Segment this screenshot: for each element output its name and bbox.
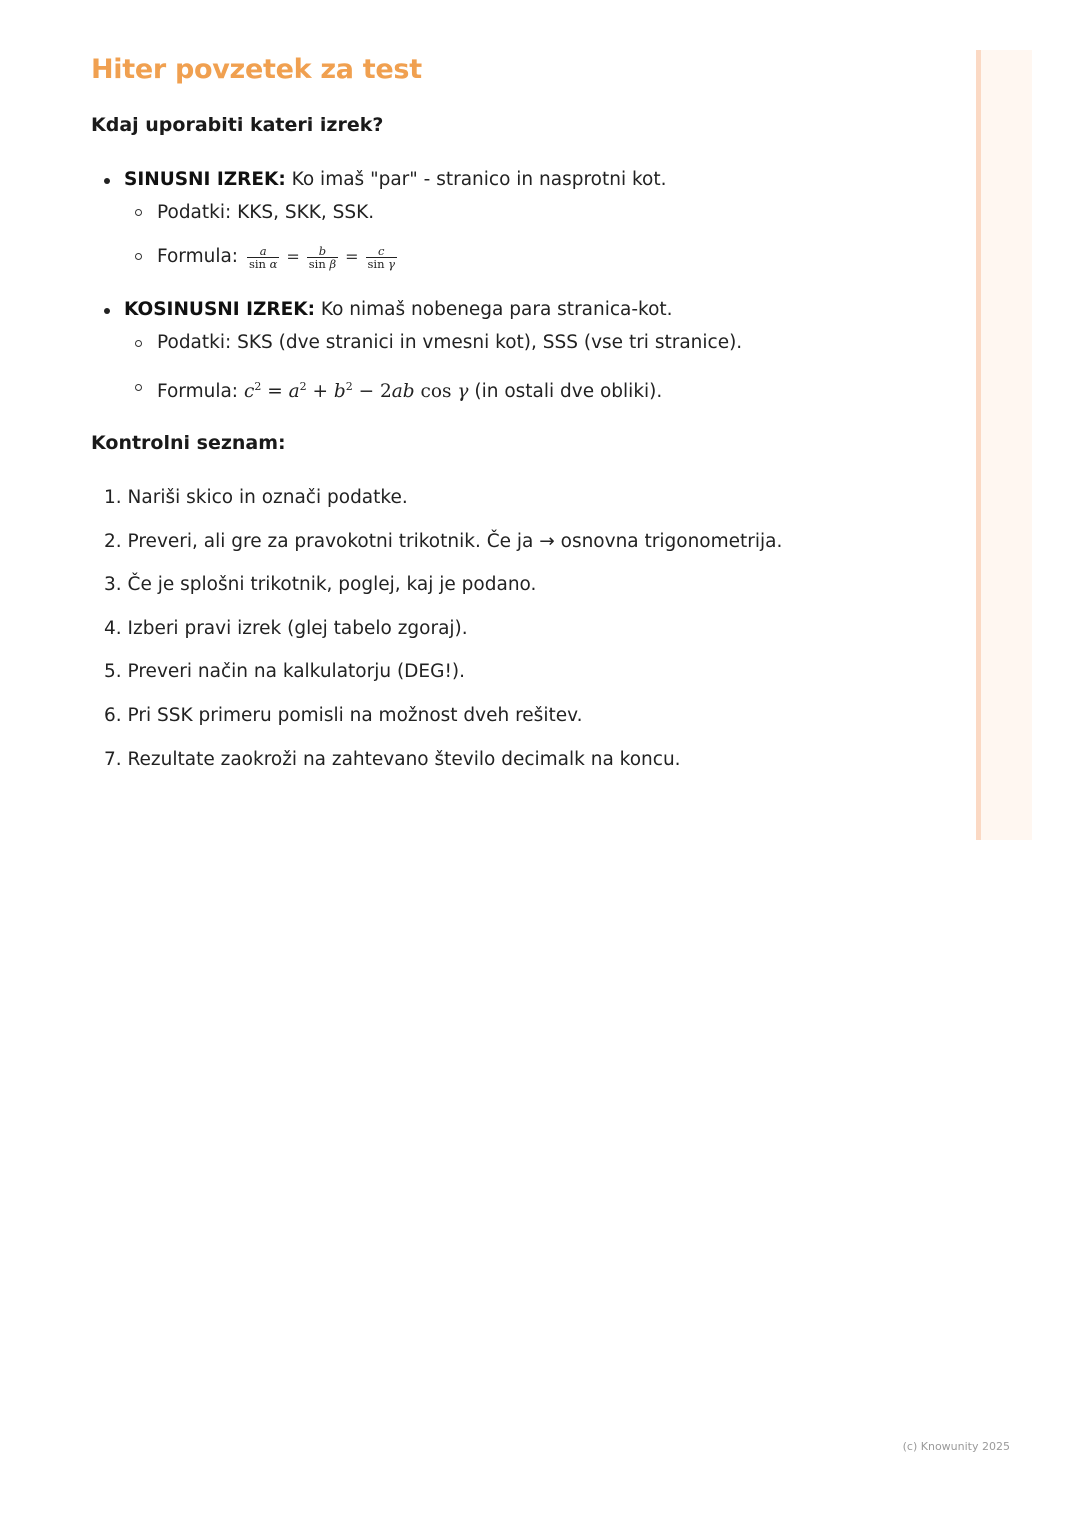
kosinus-text: Ko nimaš nobenega para stranica-kot. <box>315 299 673 320</box>
fraction-numerator: a <box>247 245 279 258</box>
bullet-kosinus <box>104 308 110 314</box>
section-heading-checklist: Kontrolni seznam: <box>91 432 286 454</box>
kosinus-formula-label: Formula: <box>157 381 239 403</box>
cosine-law-formula: $c^2 = a^2 + b^2 - 2ab$ cos γ <box>243 380 469 403</box>
side-bar-edge <box>976 50 981 840</box>
subbullet-sinus-formula <box>135 253 142 260</box>
sinus-data-line: Podatki: KKS, SKK, SSK. <box>157 202 375 223</box>
fraction-denominator: sin α <box>248 256 278 271</box>
sinus-formula-label: Formula: <box>157 246 239 267</box>
fraction-numerator: c <box>366 245 398 258</box>
checklist-item: 5. Preveri način na kalkulatorju (DEG!). <box>104 661 465 682</box>
decorative-side-bar <box>976 50 1032 840</box>
fraction-denominator: sin β <box>308 256 337 271</box>
fraction-denominator: sin γ <box>367 256 396 271</box>
kosinus-label: KOSINUSNI IZREK: <box>124 299 315 320</box>
sinus-label: SINUSNI IZREK: <box>124 169 286 190</box>
subbullet-sinus-data <box>135 209 142 216</box>
sinus-text: Ko imaš "par" - stranico in nasprotni kot. <box>285 169 667 190</box>
kosinus-formula-tail: (in ostali dve obliki). <box>468 381 663 403</box>
checklist-item: 6. Pri SSK primeru pomisli na možnost dveh rešitev. <box>104 705 583 726</box>
page-title: Hiter povzetek za test <box>91 54 422 85</box>
bullet-sinus <box>104 178 110 184</box>
kosinus-formula-line <box>157 374 662 405</box>
copyright-footer: (c) Knowunity 2025 <box>902 1440 1010 1453</box>
subbullet-kosinus-data <box>135 340 142 347</box>
section-heading-theorems: Kdaj uporabiti kateri izrek? <box>91 114 384 136</box>
sinus-formula-line <box>157 244 400 270</box>
fraction-a-sin-alpha <box>247 245 279 270</box>
checklist-item: 7. Rezultate zaokroži na zahtevano število decimalk na koncu. <box>104 749 681 770</box>
subbullet-kosinus-formula <box>135 384 142 391</box>
checklist-item: 4. Izberi pravi izrek (glej tabelo zgoraj). <box>104 618 468 639</box>
equals-sign: = <box>345 247 359 266</box>
equals-sign: = <box>286 247 300 266</box>
fraction-b-sin-beta <box>307 245 338 270</box>
checklist-item: 2. Preveri, ali gre za pravokotni trikotnik. Če ja → osnovna trigonometrija. <box>104 531 783 552</box>
kosinus-data-line: Podatki: SKS (dve stranici in vmesni kot), SSS (vse tri stranice). <box>157 332 743 353</box>
fraction-numerator: b <box>307 245 338 258</box>
kosinus-item <box>124 297 673 323</box>
sinus-item <box>124 167 667 193</box>
checklist-item: 3. Če je splošni trikotnik, poglej, kaj je podano. <box>104 574 537 595</box>
fraction-c-sin-gamma <box>366 245 398 270</box>
checklist-item: 1. Nariši skico in označi podatke. <box>104 487 408 508</box>
